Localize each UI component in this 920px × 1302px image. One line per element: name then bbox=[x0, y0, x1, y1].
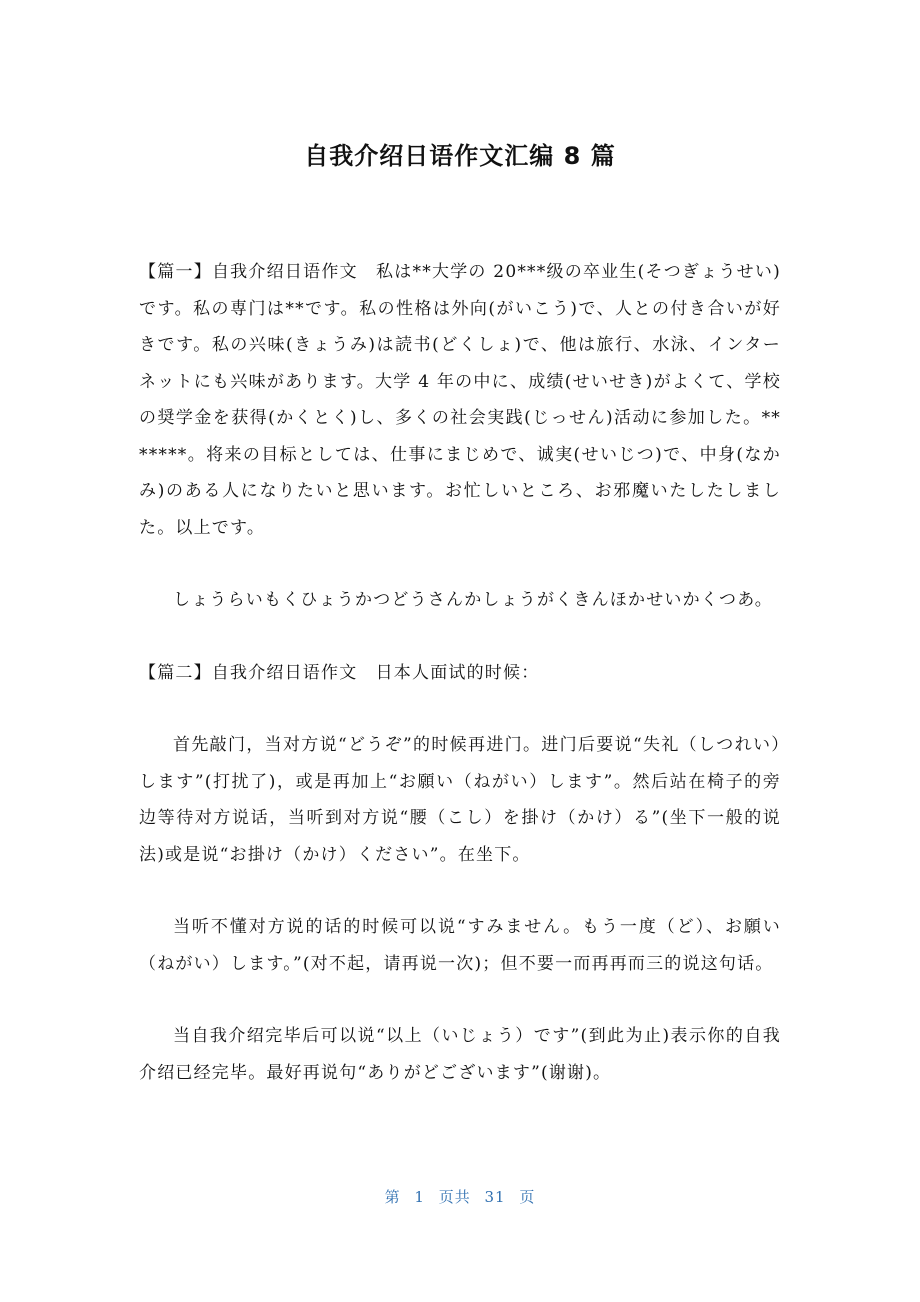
paragraph-part-two-heading: 【篇二】自我介绍日语作文 日本人面试的时候： bbox=[139, 662, 540, 683]
paragraph-not-understand: 当听不懂对方说的话的时候可以说“すみません。もう一度（ど）、お願い（ねがい）します。”(对不起，请再说一次)；但不要一而再再而三的说这句话。 bbox=[139, 917, 781, 974]
document-body bbox=[139, 254, 781, 1127]
paragraph-finish-intro: 当自我介绍完毕后可以说“以上（いじょう）です”(到此为止)表示你的自我介绍已经完毕。最好再说句“ありがどございます”(谢谢)。 bbox=[139, 1026, 781, 1083]
document-title: 自我介绍日语作文汇编 8 篇 bbox=[304, 142, 616, 170]
page-number-footer: 第 1 页共 31 页 bbox=[384, 1188, 536, 1206]
paragraph-kana-line: しょうらいもくひょうかつどうさんかしょうがくきんほかせいかくつあ。 bbox=[173, 590, 773, 610]
paragraph-part-one: 【篇一】自我介绍日语作文 私は**大学の 20***级の卒业生(そつぎょうせい)です。私の専门は**です。私の性格は外向(がいこう)で、人との付き合いが好きです。私の兴味(きょうみ)は読书(どくしょ)で、他は旅行、水泳、インターネットにも兴味があります。大学 4 年の中に、成绩(せいせき)がよくて、学校の奨学金を获得(かくとく)し、多くの社会実践(じっせん)活动に参加した。*******。将来の目标としては、仕事にまじめで、诚実(せいじつ)で、中身(なかみ)のある人になりたいと思います。お忙しいところ、お邪魔いたしたしました。以上です。 bbox=[139, 262, 781, 538]
paragraph-knock-door: 首先敲门，当对方说“どうぞ”的时候再进门。进门后要说“失礼（しつれい）します”(打扰了)，或是再加上“お願い（ねがい）します”。然后站在椅子的旁边等待对方说话，当听到对方说“腰（こし）を掛け（かけ）る”(坐下一般的说法)或是说“お掛け（かけ）ください”。在坐下。 bbox=[139, 735, 781, 865]
